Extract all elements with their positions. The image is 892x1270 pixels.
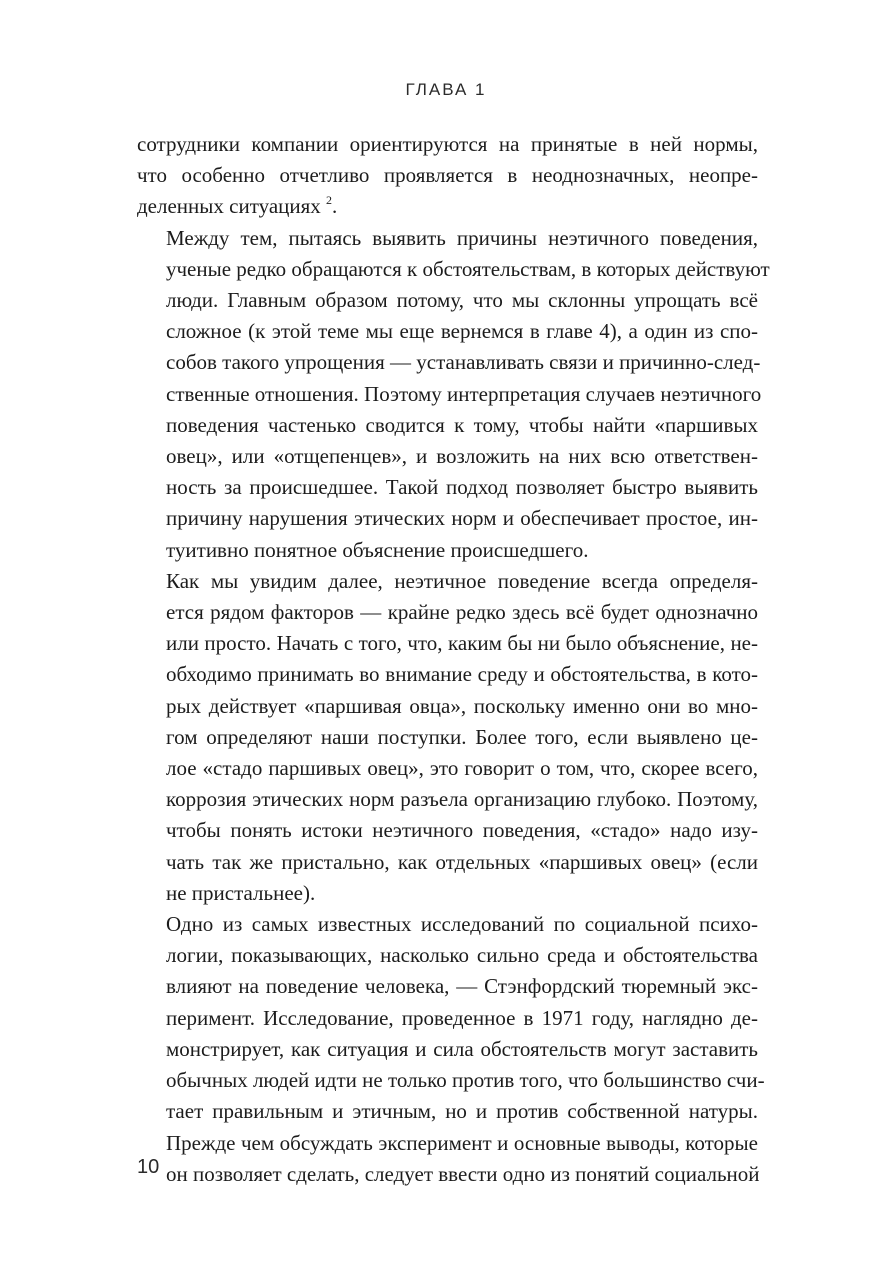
text-line: рых действует «паршивая овца», поскольку именно они во мно- (166, 693, 758, 718)
text-line: не пристальнее). (166, 880, 316, 905)
text-line: обходимо принимать во внимание среду и обстоятельства, в кото- (166, 662, 758, 687)
text-line: ственные отношения. Поэтому интерпретация случаев неэтичного (166, 381, 762, 406)
text-fragment: . (332, 194, 338, 219)
text-line: перимент. Исследование, проведенное в 1971 году, наглядно де- (166, 1005, 758, 1030)
text-line: что особенно отчетливо проявляется в неоднозначных, неопре- (137, 163, 758, 188)
text-line: влияют на поведение человека, — Стэнфордский тюремный экс- (166, 974, 758, 999)
text-line: коррозия этических норм разъела организацию глубоко. Поэтому, (166, 787, 758, 812)
text-line: Между тем, пытаясь выявить причины неэтичного поведения, (166, 225, 758, 250)
text-line: сложное (к этой теме мы еще вернемся в главе 4), а один из спо- (166, 319, 758, 344)
text-line: Прежде чем обсуждать эксперимент и основные выводы, которые (166, 1130, 758, 1155)
paragraph (137, 909, 765, 1190)
text-line: ется рядом факторов — крайне редко здесь всё будет однозначно (166, 600, 758, 625)
text-line: сотрудники компании ориентируются на принятые в ней нормы, (137, 132, 758, 156)
text-line: тает правильным и этичным, но и против собственной натуры. (166, 1099, 758, 1124)
text-fragment: деленных ситуациях (137, 194, 321, 219)
paragraph (137, 223, 770, 566)
paragraph (137, 566, 758, 909)
text-line: собов такого упрощения — устанавливать связи и причинно-след- (166, 350, 761, 375)
text-line: он позволяет сделать, следует ввести одно из понятий социальной (166, 1161, 760, 1186)
text-line: овец», или «отщепенцев», и возложить на них всю ответствен- (166, 444, 758, 469)
text-line: монстрирует, как ситуация и сила обстоятельств могут заставить (166, 1036, 758, 1061)
text-line: логии, показывающих, насколько сильно среда и обстоятельства (166, 943, 758, 968)
text-line: люди. Главным образом потому, что мы склонны упрощать всё (166, 288, 758, 313)
footnote-reference[interactable]: 2 (326, 193, 333, 208)
page-number: 10 (137, 1156, 160, 1178)
text-line: Как мы увидим далее, неэтичное поведение всегда определя- (166, 568, 758, 593)
running-head: ГЛАВА 1 (405, 80, 487, 99)
text-line: чтобы понять истоки неэтичного поведения, «стадо» надо изу- (166, 818, 758, 843)
text-line: чать так же пристально, как отдельных «паршивых овец» (если (166, 849, 758, 874)
text-line: туитивно понятное объяснение происшедшего. (166, 537, 589, 562)
text-line: лое «стадо паршивых овец», это говорит о том, что, скорее всего, (166, 756, 758, 781)
paragraph (137, 129, 758, 223)
text-line: обычных людей идти не только против того, что большинство счи- (166, 1068, 765, 1093)
text-line (137, 191, 758, 222)
text-line: причину нарушения этических норм и обеспечивает простое, ин- (166, 506, 758, 531)
text-line: или просто. Начать с того, что, каким бы ни было объяснение, не- (166, 631, 758, 656)
text-line: ность за происшедшее. Такой подход позволяет быстро выявить (166, 475, 758, 500)
text-line: поведения частенько сводится к тому, чтобы найти «паршивых (166, 412, 758, 437)
text-line: гом определяют наши поступки. Более того, если выявлено це- (166, 724, 758, 749)
text-line: ученые редко обращаются к обстоятельствам, в которых действуют (166, 256, 770, 281)
body-text (137, 129, 770, 1190)
text-line: Одно из самых известных исследований по социальной психо- (166, 912, 758, 937)
